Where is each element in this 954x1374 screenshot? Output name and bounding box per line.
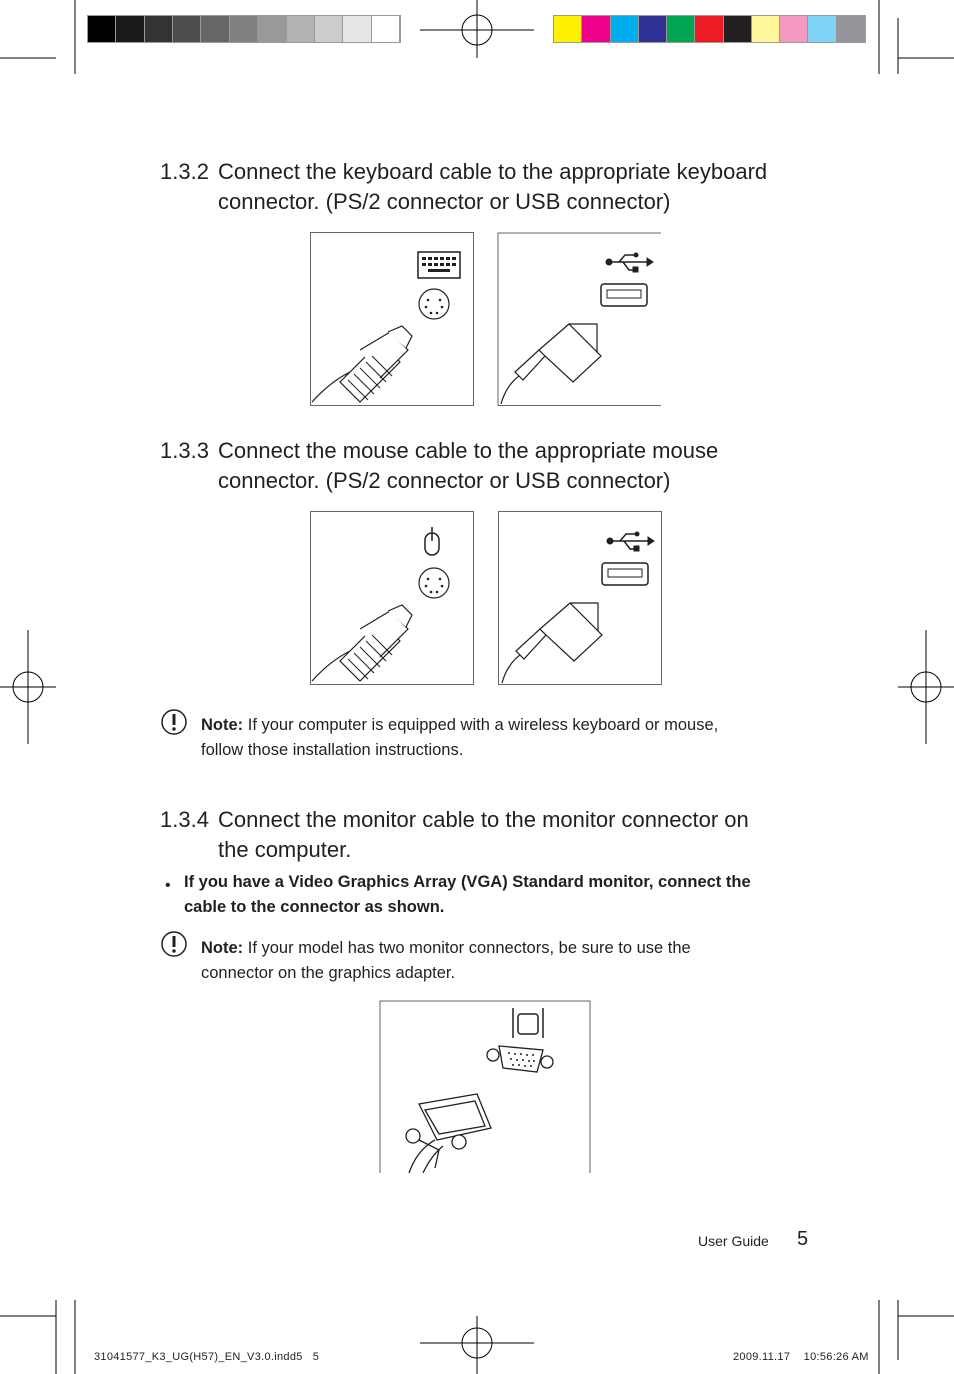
color-swatch [582,16,610,42]
color-swatch [88,16,116,42]
section-1-3-2-heading [160,157,840,217]
color-swatch [724,16,752,42]
color-swatch [372,16,400,42]
section-title-line1: Connect the monitor cable to the monitor connector on [218,807,749,832]
color-swatch [173,16,201,42]
attention-icon [160,930,188,958]
note-label: Note: [201,939,244,957]
mouse-usb-figure [498,511,662,685]
print-slug-file: 31041577_K3_UG(H57)_EN_V3.0.indd5 5 [94,1351,320,1363]
color-swatch [611,16,639,42]
section-title-line1: Connect the mouse cable to the appropriate mouse [218,438,719,463]
note-text-line2: connector on the graphics adapter. [201,964,456,982]
note-label: Note: [201,716,244,734]
vga-monitor-figure [379,1000,591,1173]
keyboard-icon [418,252,460,278]
color-swatch [287,16,315,42]
attention-icon [160,708,188,736]
color-swatch [258,16,286,42]
note-text-line1: If your model has two monitor connectors, be sure to use the [243,939,691,957]
usb-icon [606,253,653,272]
color-swatch [315,16,343,42]
note-text-line2: follow those installation instructions. [201,741,464,759]
mouse-icon [425,527,439,555]
color-swatch [639,16,667,42]
color-swatch [145,16,173,42]
color-swatch [695,16,723,42]
color-swatch [201,16,229,42]
footer-title: User Guide [698,1233,769,1249]
color-swatch [230,16,258,42]
color-swatch [667,16,695,42]
color-swatch [554,16,582,42]
usb-icon [607,532,654,551]
bullet-text-line2: cable to the connector as shown. [184,898,445,916]
color-swatch [780,16,808,42]
section-title-line2: the computer. [218,837,352,862]
note-wireless [201,713,801,763]
section-number: 1.3.3 [160,438,209,463]
color-swatch [808,16,836,42]
section-title-line2: connector. (PS/2 connector or USB connector) [218,468,671,493]
section-1-3-3-heading [160,436,840,496]
page-number: 5 [797,1228,809,1250]
keyboard-usb-figure [497,232,662,406]
keyboard-ps2-figure [310,232,474,406]
color-swatch [837,16,865,42]
bullet-vga [184,870,804,920]
color-swatch [752,16,780,42]
section-title-line2: connector. (PS/2 connector or USB connector) [218,189,671,214]
color-bar [553,15,866,43]
color-swatch [116,16,144,42]
grayscale-bar [87,15,401,43]
color-swatch [343,16,371,42]
note-two-monitors [201,936,801,986]
monitor-icon [513,1008,543,1038]
section-1-3-4-heading [160,805,840,865]
mouse-ps2-figure [310,511,474,685]
section-title-line1: Connect the keyboard cable to the appropriate keyboard [218,159,768,184]
bullet-text-line1: If you have a Video Graphics Array (VGA) Standard monitor, connect the [184,873,751,891]
note-text-line1: If your computer is equipped with a wireless keyboard or mouse, [243,716,719,734]
section-number: 1.3.2 [160,159,209,184]
bullet-dot: • [165,877,171,894]
section-number: 1.3.4 [160,807,209,832]
print-slug-timestamp: 2009.11.17 10:56:26 AM [733,1351,869,1363]
